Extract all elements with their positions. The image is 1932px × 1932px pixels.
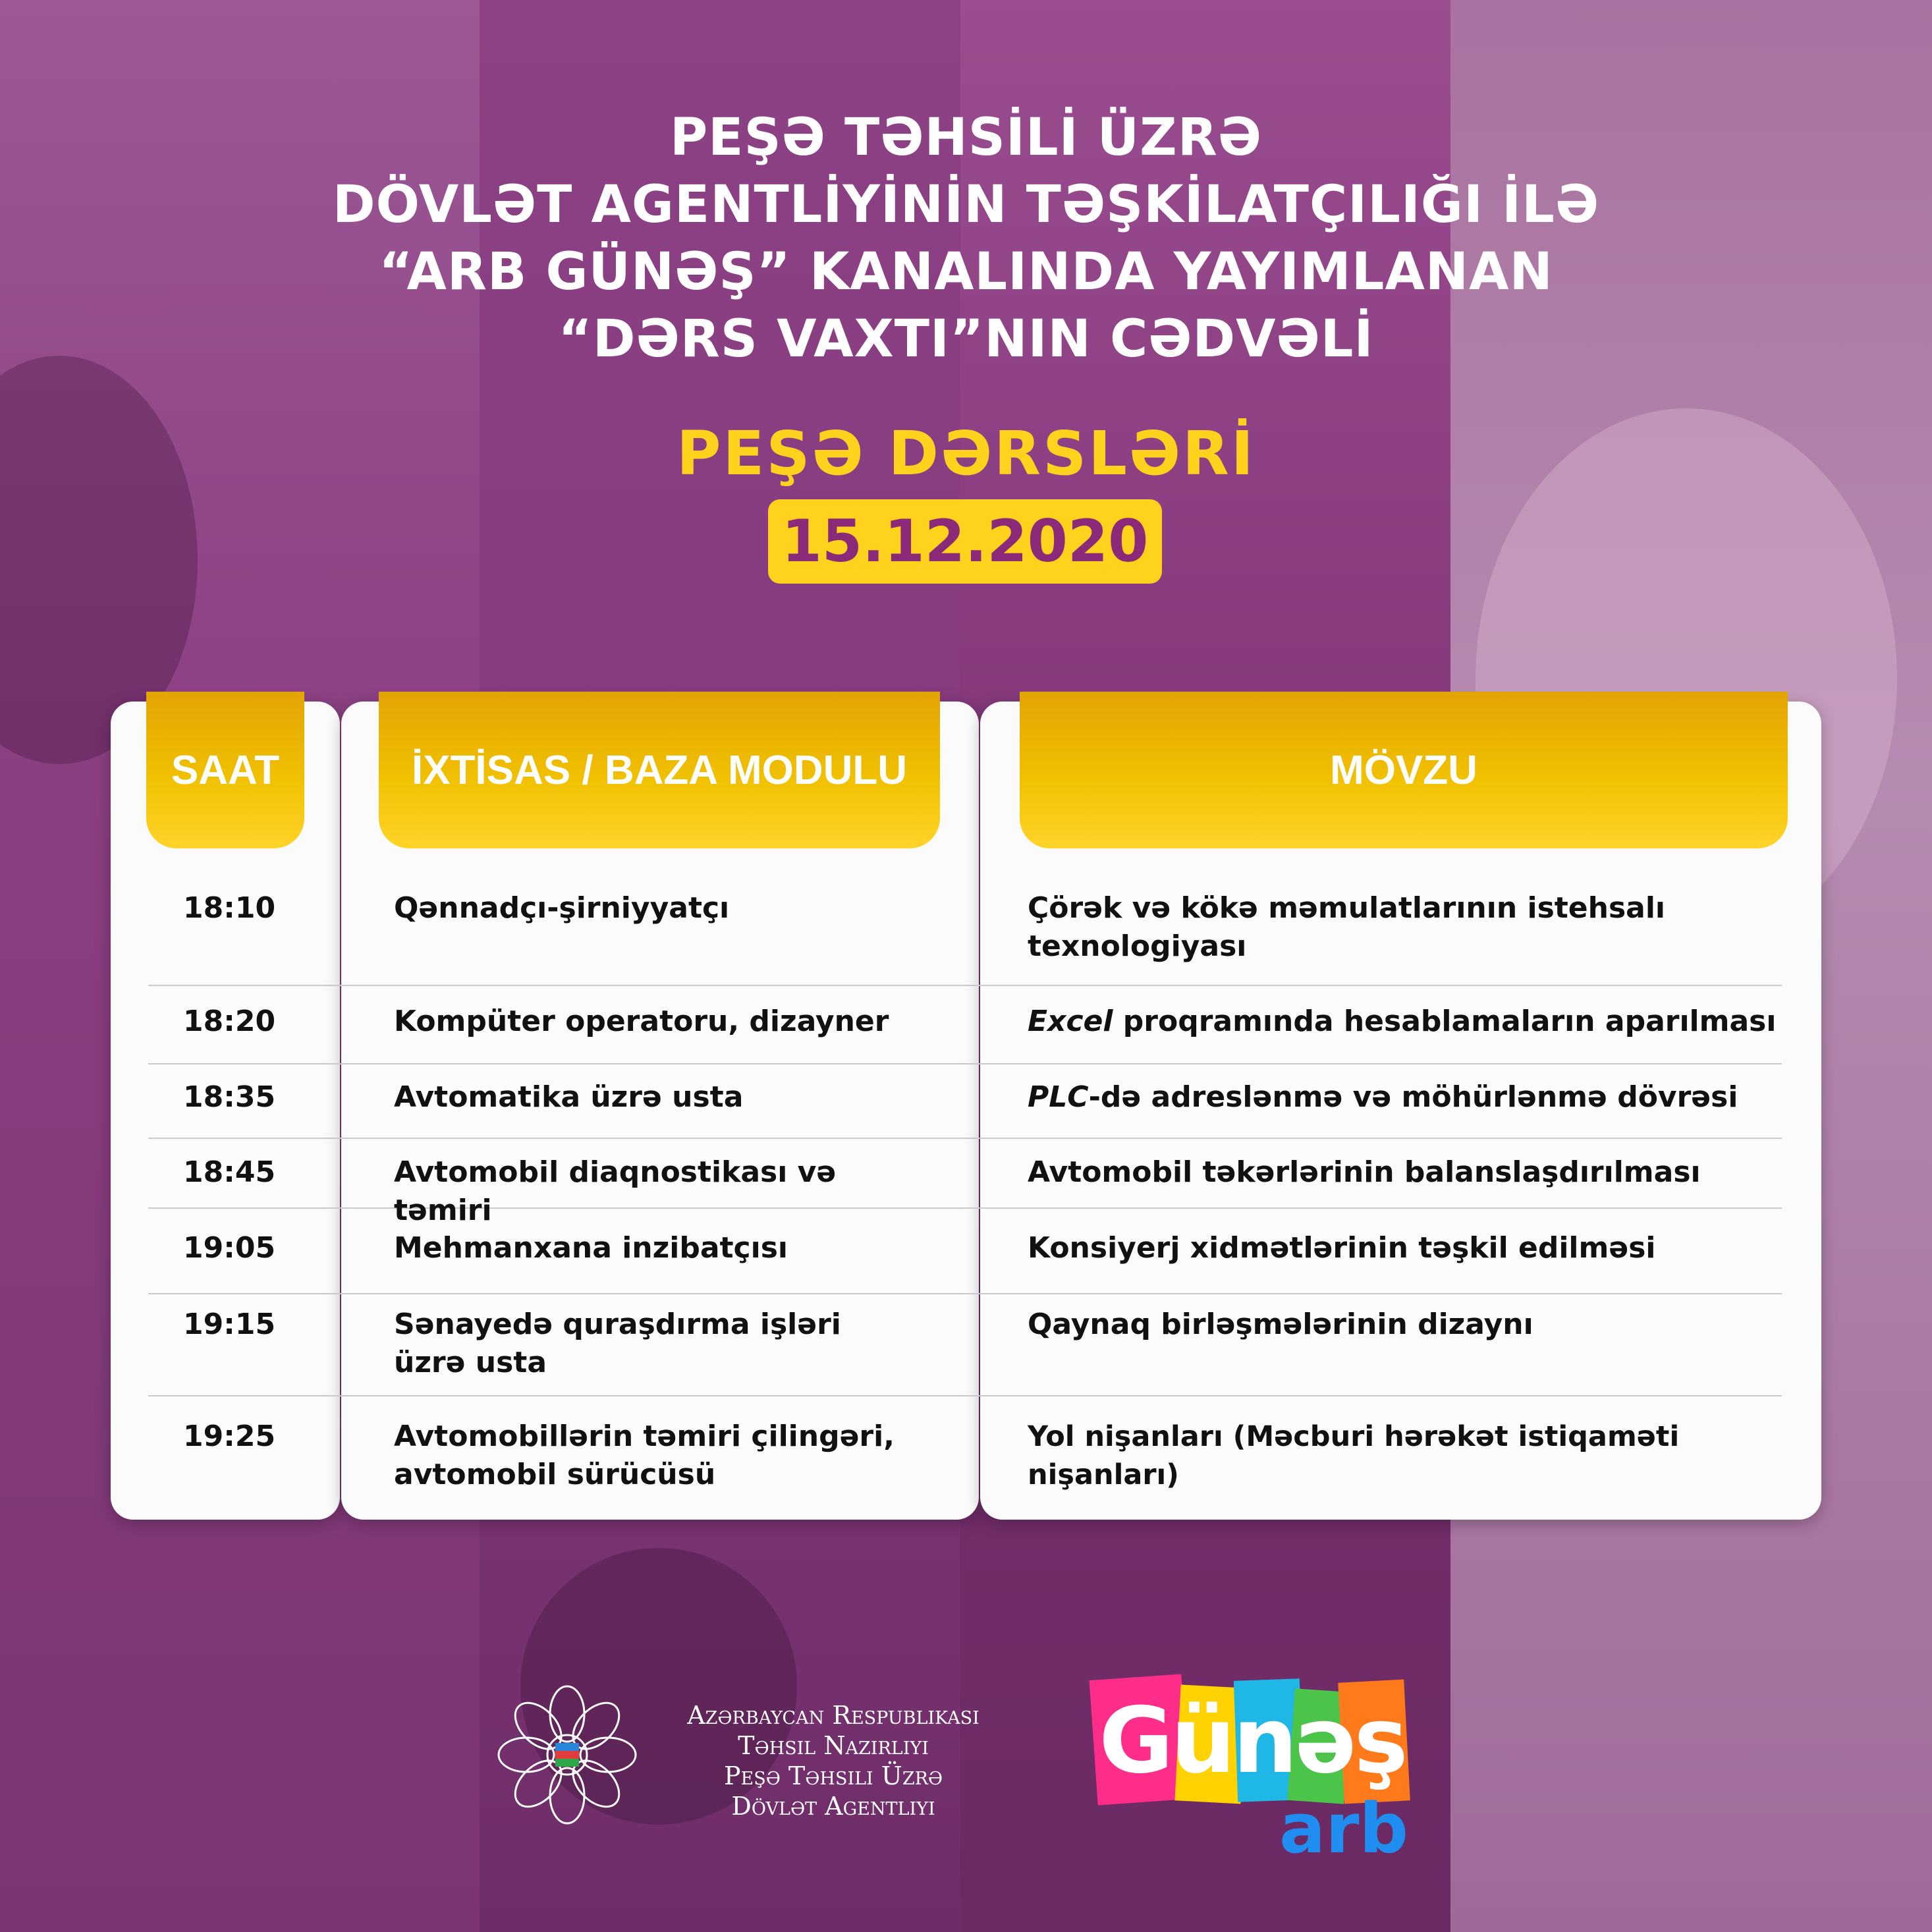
row-4-topic bbox=[1028, 1153, 1785, 1192]
subtitle: PEŞƏ DƏRSLƏRİ bbox=[676, 418, 1256, 489]
row-5-time: 19:05 bbox=[183, 1231, 276, 1265]
row-6-time: 19:15 bbox=[183, 1308, 276, 1341]
title-line-1: PEŞƏ TƏHSİLİ ÜZRƏ bbox=[670, 108, 1262, 167]
row-3-topic-text: -də adreslənmə və möhürlənmə dövrəsi bbox=[1088, 1080, 1738, 1114]
row-3-topic bbox=[1028, 1078, 1785, 1117]
logo-sub-wordmark: arb bbox=[1279, 1788, 1408, 1869]
ministry-name-line-2: Təhsil Nazirliyi bbox=[738, 1731, 929, 1760]
row-4-specialty: Avtomobil diaqnostikası və təmiri bbox=[394, 1155, 837, 1227]
row-divider bbox=[148, 1138, 1782, 1139]
row-7-time: 19:25 bbox=[183, 1420, 276, 1453]
row-4-time: 18:45 bbox=[183, 1155, 276, 1189]
row-7-topic bbox=[1028, 1418, 1805, 1494]
ministry-name-line-4: Dövlət Agentliyi bbox=[731, 1792, 935, 1821]
row-2-time: 18:20 bbox=[183, 1005, 276, 1038]
row-3-specialty: Avtomatika üzrə usta bbox=[394, 1080, 744, 1114]
row-divider bbox=[148, 1207, 1782, 1209]
header-topic: MÖVZU bbox=[1020, 692, 1788, 848]
row-1-time: 18:10 bbox=[183, 891, 276, 925]
header-specialty: İXTİSAS / BAZA MODULU bbox=[379, 692, 940, 848]
logo-wordmark: Günəş bbox=[1099, 1688, 1406, 1794]
ministry-name-line-3: Peşə Təhsili Üzrə bbox=[723, 1761, 943, 1790]
date-badge: 15.12.2020 bbox=[768, 499, 1162, 584]
row-divider bbox=[148, 1063, 1782, 1064]
row-7-topic-text: Yol nişanları (Məcburi hərəkət istiqaməti nişanları) bbox=[1028, 1420, 1680, 1491]
title-line-2: DÖVLƏT AGENTLİYİNİN TƏŞKİLATÇILIĞI İLƏ bbox=[332, 175, 1600, 235]
row-divider bbox=[148, 1293, 1782, 1294]
row-5-specialty: Mehmanxana inzibatçısı bbox=[394, 1231, 788, 1265]
row-6-topic bbox=[1028, 1306, 1785, 1344]
gunes-arb-logo bbox=[1093, 1661, 1436, 1872]
row-2-topic-italic: Excel bbox=[1028, 1005, 1113, 1038]
header-time: SAAT bbox=[146, 692, 304, 848]
row-3-topic-italic: PLC bbox=[1028, 1080, 1089, 1114]
row-1-topic bbox=[1028, 889, 1785, 966]
row-6-specialty: Sənayedə quraşdırma işləri üzrə usta bbox=[394, 1308, 841, 1379]
row-1-topic-text: Çörək və kökə məmulatlarının istehsalı texnologiyası bbox=[1028, 891, 1665, 963]
row-5-topic bbox=[1028, 1229, 1785, 1267]
row-7-specialty: Avtomobillərin təmiri çilingəri, avtomobil sürücüsü bbox=[394, 1420, 895, 1491]
row-1-specialty: Qənnadçı-şirniyyatçı bbox=[394, 891, 730, 925]
title-line-4: “DƏRS VAXTI”NIN CƏDVƏLİ bbox=[558, 310, 1374, 369]
ministry-name-line-1: Azərbaycan Respublikası bbox=[687, 1701, 980, 1730]
row-4-topic-text: Avtomobil təkərlərinin balanslaşdırılması bbox=[1028, 1155, 1701, 1189]
row-2-topic-text: proqramında hesablamaların aparılması bbox=[1113, 1005, 1777, 1038]
row-3-time: 18:35 bbox=[183, 1080, 276, 1114]
ministry-emblem-icon bbox=[495, 1683, 639, 1827]
row-2-specialty: Kompüter operatoru, dizayner bbox=[394, 1005, 889, 1038]
row-divider bbox=[148, 985, 1782, 986]
row-6-topic-text: Qaynaq birləşmələrinin dizaynı bbox=[1028, 1308, 1533, 1341]
row-divider bbox=[148, 1395, 1782, 1396]
row-5-topic-text: Konsiyerj xidmətlərinin təşkil edilməsi bbox=[1028, 1231, 1656, 1265]
title-line-3: “ARB GÜNƏŞ” KANALINDA YAYIMLANAN bbox=[379, 242, 1553, 302]
row-2-topic bbox=[1028, 1003, 1785, 1041]
